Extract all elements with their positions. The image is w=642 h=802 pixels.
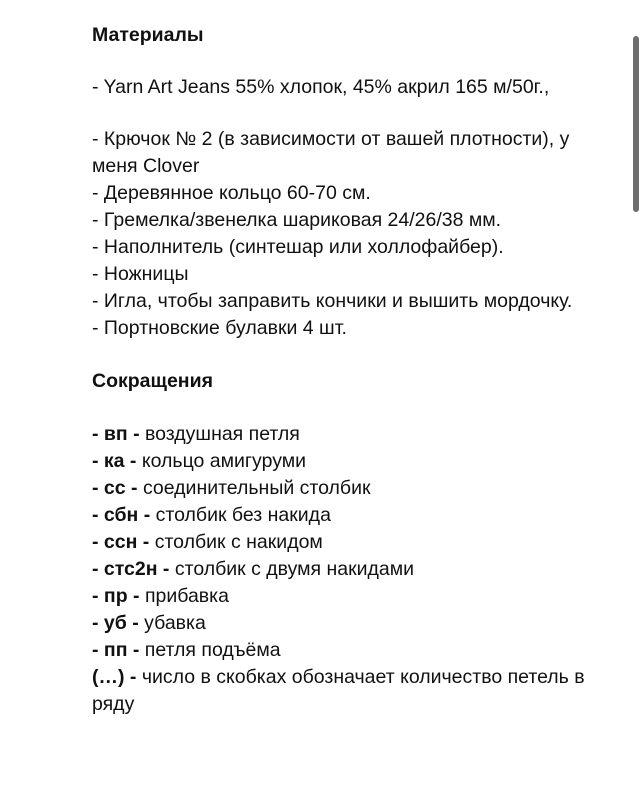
abbreviation-desc: петля подъёма <box>144 639 281 661</box>
document-body <box>92 22 592 718</box>
materials-item: - Наполнитель (синтешар или холлофайбер). <box>92 236 504 258</box>
abbreviation-key: - сбн - <box>92 504 156 526</box>
abbreviation-item <box>92 556 592 583</box>
materials-list <box>92 126 592 342</box>
abbreviation-desc: прибавка <box>144 585 229 607</box>
materials-heading: Материалы <box>92 24 204 46</box>
abbreviation-desc: столбик без накида <box>155 504 331 526</box>
abbreviation-key: - ка - <box>92 450 142 472</box>
abbreviation-key: - стс2н - <box>92 558 175 580</box>
abbreviation-desc: столбик с двумя накидами <box>174 558 415 580</box>
abbreviation-item <box>92 610 592 637</box>
abbreviation-item <box>92 583 592 610</box>
abbreviation-item <box>92 637 592 664</box>
materials-yarn: - Yarn Art Jeans 55% хлопок, 45% акрил 165 м/50г., <box>92 76 550 98</box>
abbreviation-desc: число в скобках обозначает количество петель в ряду <box>92 666 585 715</box>
abbreviation-desc: соединительный столбик <box>142 477 371 499</box>
materials-item: - Гремелка/звенелка шариковая 24/26/38 мм. <box>92 209 502 231</box>
abbreviation-key: - пп - <box>92 639 145 661</box>
abbreviations-heading: Сокращения <box>92 370 213 392</box>
abbreviation-key: - сс - <box>92 477 143 499</box>
abbreviation-key: - вп - <box>92 423 146 445</box>
abbreviation-desc: убавка <box>144 612 206 634</box>
abbreviation-item <box>92 664 592 718</box>
abbreviation-item <box>92 448 592 475</box>
abbreviation-key: - пр - <box>92 585 145 607</box>
materials-item: - Ножницы <box>92 263 189 285</box>
abbreviation-item <box>92 502 592 529</box>
materials-item: - Деревянное кольцо 60-70 см. <box>92 182 371 204</box>
abbreviation-item <box>92 421 592 448</box>
abbreviation-item <box>92 475 592 502</box>
abbreviations-list <box>92 421 592 718</box>
materials-item: - Игла, чтобы заправить кончики и вышить мордочку. <box>92 290 573 312</box>
vertical-scrollbar[interactable] <box>633 36 639 212</box>
abbreviation-key: (…) - <box>92 666 142 688</box>
materials-item: - Портновские булавки 4 шт. <box>92 317 347 339</box>
abbreviation-desc: воздушная петля <box>145 423 300 445</box>
abbreviation-key: - уб - <box>92 612 145 634</box>
abbreviation-desc: столбик с накидом <box>154 531 323 553</box>
abbreviation-item <box>92 529 592 556</box>
abbreviation-desc: кольцо амигуруми <box>141 450 307 472</box>
materials-item: - Крючок № 2 (в зависимости от вашей плотности), у меня Clover <box>92 128 570 177</box>
abbreviation-key: - ссн - <box>92 531 155 553</box>
